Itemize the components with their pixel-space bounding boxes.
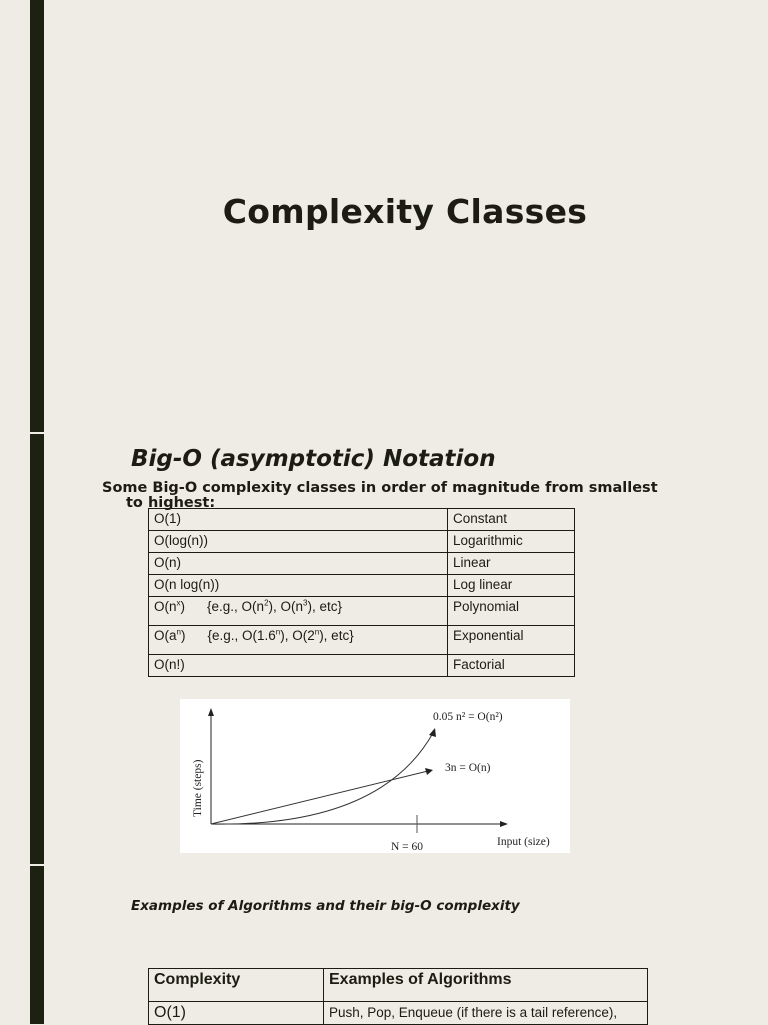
table-row — [149, 597, 575, 626]
class-name: Logarithmic — [448, 531, 575, 553]
class-example: {e.g., O(1.6$^n$), O(2$^n$), etc} — [207, 627, 354, 643]
quadratic-arrow — [429, 728, 436, 737]
intro-text — [102, 481, 682, 511]
table-row — [149, 1002, 648, 1025]
left-accent-bar — [30, 866, 44, 1024]
table-row — [149, 626, 575, 655]
table-row — [149, 531, 575, 553]
header-complexity: Complexity — [149, 969, 324, 1002]
class-notation: O(1) — [149, 509, 448, 531]
class-notation: O(n log(n)) — [149, 575, 448, 597]
class-notation: $O(a^n)$ {e.g., O(1.6$^n$), O(2$^n$), etc} — [149, 626, 448, 655]
table-row — [149, 655, 575, 677]
quadratic-curve — [211, 733, 433, 824]
class-name: Constant — [448, 509, 575, 531]
quadratic-label: 0.05 n² = O(n²) — [433, 711, 503, 723]
x-axis-arrow — [500, 821, 508, 827]
class-name: Log linear — [448, 575, 575, 597]
y-axis-label: Time (steps) — [192, 759, 204, 817]
class-notation: O(n) — [149, 553, 448, 575]
complexity-classes-table — [148, 508, 575, 677]
algorithm-complexity: O(1) — [149, 1002, 324, 1025]
y-axis-arrow — [208, 708, 214, 716]
linear-label: 3n = O(n) — [445, 762, 491, 774]
marker-label: N = 60 — [391, 841, 424, 853]
algorithms-caption: Examples of Algorithms and their big-O complexity — [131, 898, 520, 914]
page-title: Complexity Classes — [222, 192, 588, 231]
intro-line-1: Some Big-O complexity classes in order of magnitude from smallest — [102, 480, 658, 496]
table-row — [149, 553, 575, 575]
class-notation: O(n!) — [149, 655, 448, 677]
left-accent-bar — [30, 434, 44, 864]
growth-graph — [180, 699, 570, 853]
class-notation: $O(n^x)$ {e.g., $O(n^2)$, $O(n^3)$, etc} — [149, 597, 448, 626]
linear-line — [211, 771, 428, 824]
section-heading: Big-O (asymptotic) Notation — [131, 446, 496, 472]
table-row — [149, 575, 575, 597]
class-name: Linear — [448, 553, 575, 575]
class-name: Polynomial — [448, 597, 575, 626]
header-examples: Examples of Algorithms — [324, 969, 648, 1002]
growth-graph-svg — [180, 699, 570, 853]
class-name: Factorial — [448, 655, 575, 677]
linear-arrow — [425, 768, 433, 775]
table-row — [149, 509, 575, 531]
table-header-row — [149, 969, 648, 1002]
class-name: Exponential — [448, 626, 575, 655]
algorithm-examples: Push, Pop, Enqueue (if there is a tail reference), — [324, 1002, 648, 1025]
x-axis-label: Input (size) — [497, 836, 550, 848]
class-example: {e.g., $O(n^2)$, $O(n^3)$, etc} — [207, 598, 342, 614]
algorithms-table — [148, 968, 648, 1025]
intro-line-2: to highest: — [126, 495, 216, 511]
class-notation: O(log(n)) — [149, 531, 448, 553]
